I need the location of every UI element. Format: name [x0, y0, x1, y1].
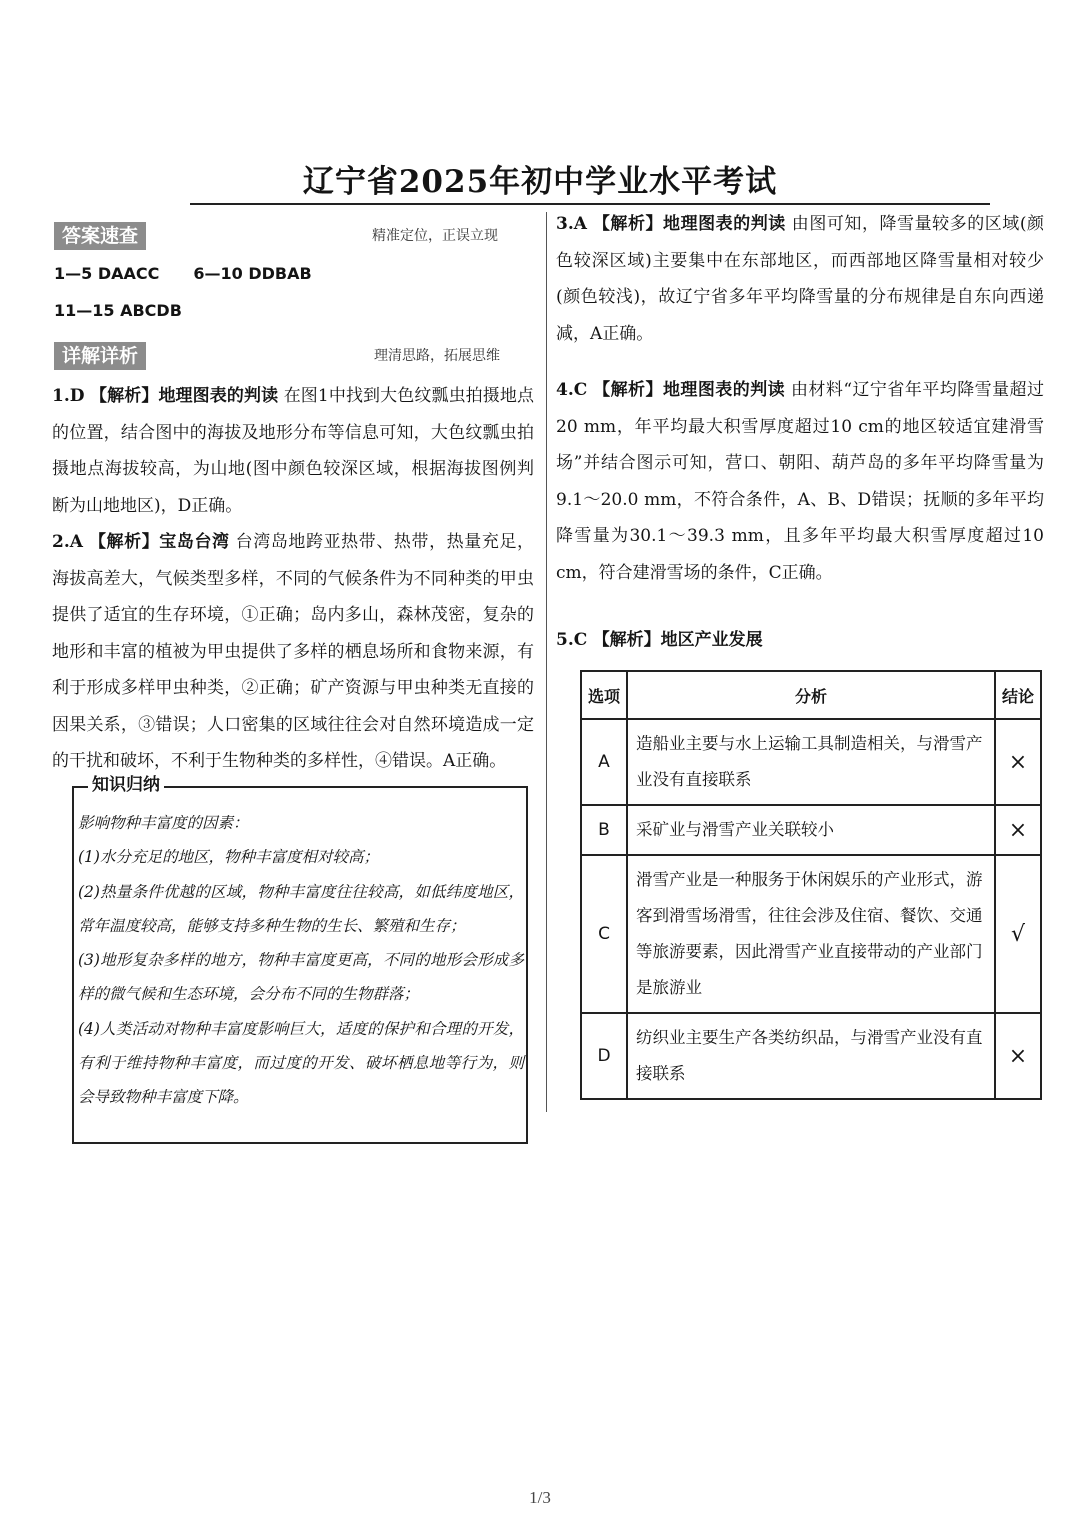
header-option: 选项: [581, 671, 627, 719]
row-analysis: 滑雪产业是一种服务于休闲娱乐的产业形式，游客到滑雪场滑雪，往往会涉及住宿、餐饮、交通等旅游要素，因此滑雪产业直接带动的产业部门是旅游业: [627, 855, 995, 1013]
row-result: ×: [995, 719, 1041, 805]
q3-text: 由图可知，降雪量较多的区域(颜色较深区域)主要集中在东部地区，而西部地区降雪量相对较少(颜色较浅)，故辽宁省多年平均降雪量的分布规律是自东向西递减，A正确。: [556, 214, 1045, 344]
row-result: ×: [995, 1013, 1041, 1099]
row-analysis: 纺织业主要生产各类纺织品，与滑雪产业没有直接联系: [627, 1013, 995, 1099]
row-option: C: [581, 855, 627, 1013]
table-row: [581, 719, 1041, 805]
answers-6-10: 6—10 DDBAB: [193, 264, 312, 283]
table-row: [581, 1013, 1041, 1099]
table-row: [581, 805, 1041, 855]
q4-number: 4.C: [556, 380, 588, 400]
column-divider: [546, 212, 547, 1112]
q5-number: 5.C: [556, 630, 588, 650]
question-5-heading: [556, 623, 763, 657]
question-1-analysis: [52, 378, 534, 524]
answer-line-1: [54, 262, 312, 286]
q3-number: 3.A: [556, 214, 587, 234]
knowledge-line: (3)地形复杂多样的地方，物种丰富度更高，不同的地形会形成多样的微气候和生态环境，会分布不同的生物群落；: [78, 951, 524, 1004]
table-header-row: [581, 671, 1041, 719]
q1-number: 1.D: [52, 386, 85, 406]
row-analysis: 造船业主要与水上运输工具制造相关，与滑雪产业没有直接联系: [627, 719, 995, 805]
knowledge-line: 影响物种丰富度的因素：: [78, 814, 249, 832]
header-result: 结论: [995, 671, 1041, 719]
row-result: ×: [995, 805, 1041, 855]
answers-11-15: 11—15 ABCDB: [54, 301, 182, 320]
q1-text: 在图1中找到大色纹瓢虫拍摄地点的位置，结合图中的海拔及地形分布等信息可知，大色纹瓢虫拍摄地点海拔较高，为山地(图中颜色较深区域，根据海拔图例判断为山地地区)，D正确。: [52, 386, 535, 516]
question-2-analysis: [52, 524, 534, 780]
q4-label: 【解析】地理图表的判读: [593, 380, 786, 400]
answers-tag: 答案速查: [54, 222, 146, 250]
q1-label: 【解析】地理图表的判读: [90, 386, 279, 406]
question-4-analysis: [556, 372, 1044, 591]
question-3-analysis: [556, 206, 1044, 352]
answers-1-5: 1—5 DAACC: [54, 264, 160, 283]
row-option: A: [581, 719, 627, 805]
knowledge-line: (1)水分充足的地区，物种丰富度相对较高；: [78, 848, 379, 867]
row-option: B: [581, 805, 627, 855]
knowledge-line: (4)人类活动对物种丰富度影响巨大，适度的保护和合理的开发，有利于维持物种丰富度，而过度的开发、破坏栖息地等行为，则会导致物种丰富度下降。: [78, 1019, 524, 1107]
row-analysis: 采矿业与滑雪产业关联较小: [627, 805, 995, 855]
q2-label: 【解析】宝岛台湾: [88, 532, 230, 552]
knowledge-line: (2)热量条件优越的区域，物种丰富度往往较高，如低纬度地区，常年温度较高，能够支持多种生物的生长、繁殖和生存；: [78, 882, 524, 935]
knowledge-body: [78, 806, 524, 1115]
row-option: D: [581, 1013, 627, 1099]
q2-text: 台湾岛地跨亚热带、热带，热量充足，海拔高差大，气候类型多样，不同的气候条件为不同种类的甲虫提供了适宜的生存环境，①正确；岛内多山，森林茂密，复杂的地形和丰富的植被为甲虫提供了多样的栖息场所和食物来源，有利于形成多样甲虫种类，②正确；矿产资源与甲虫种类无直接的因果关系，③错误；人口密集的区域往往会对自然环境造成一定的干扰和破坏，不利于生物种类的多样性，④错误。A正确。: [52, 532, 535, 771]
answers-note: 精准定位，正误立现: [372, 228, 498, 244]
q4-text: 由材料“辽宁省年平均降雪量超过20 mm，年平均最大积雪厚度超过10 cm的地区较适宜建滑雪场”并结合图示可知，营口、朝阳、葫芦岛的多年平均降雪量为9.1～20.0 mm，不符合条件，A、B、D错误；抚顺的多年平均降雪量为30.1～39.3 mm，且多年平均最大积雪厚度超过10 cm，符合建滑雪场的条件，C正确。: [556, 380, 1045, 583]
q3-label: 【解析】地理图表的判读: [592, 214, 786, 234]
details-note: 理清思路，拓展思维: [374, 348, 500, 364]
title-divider: [190, 203, 990, 205]
q5-label: 【解析】地区产业发展: [592, 630, 763, 650]
q2-number: 2.A: [52, 532, 83, 552]
table-row: [581, 855, 1041, 1013]
details-tag: 详解详析: [54, 342, 146, 370]
knowledge-title: 知识归纳: [88, 774, 164, 796]
page-title: 辽宁省2025年初中学业水平考试: [302, 164, 778, 200]
page-number: 1/3: [529, 1488, 551, 1507]
row-result: √: [995, 855, 1041, 1013]
header-analysis: 分析: [627, 671, 995, 719]
analysis-table: [580, 670, 1042, 1100]
